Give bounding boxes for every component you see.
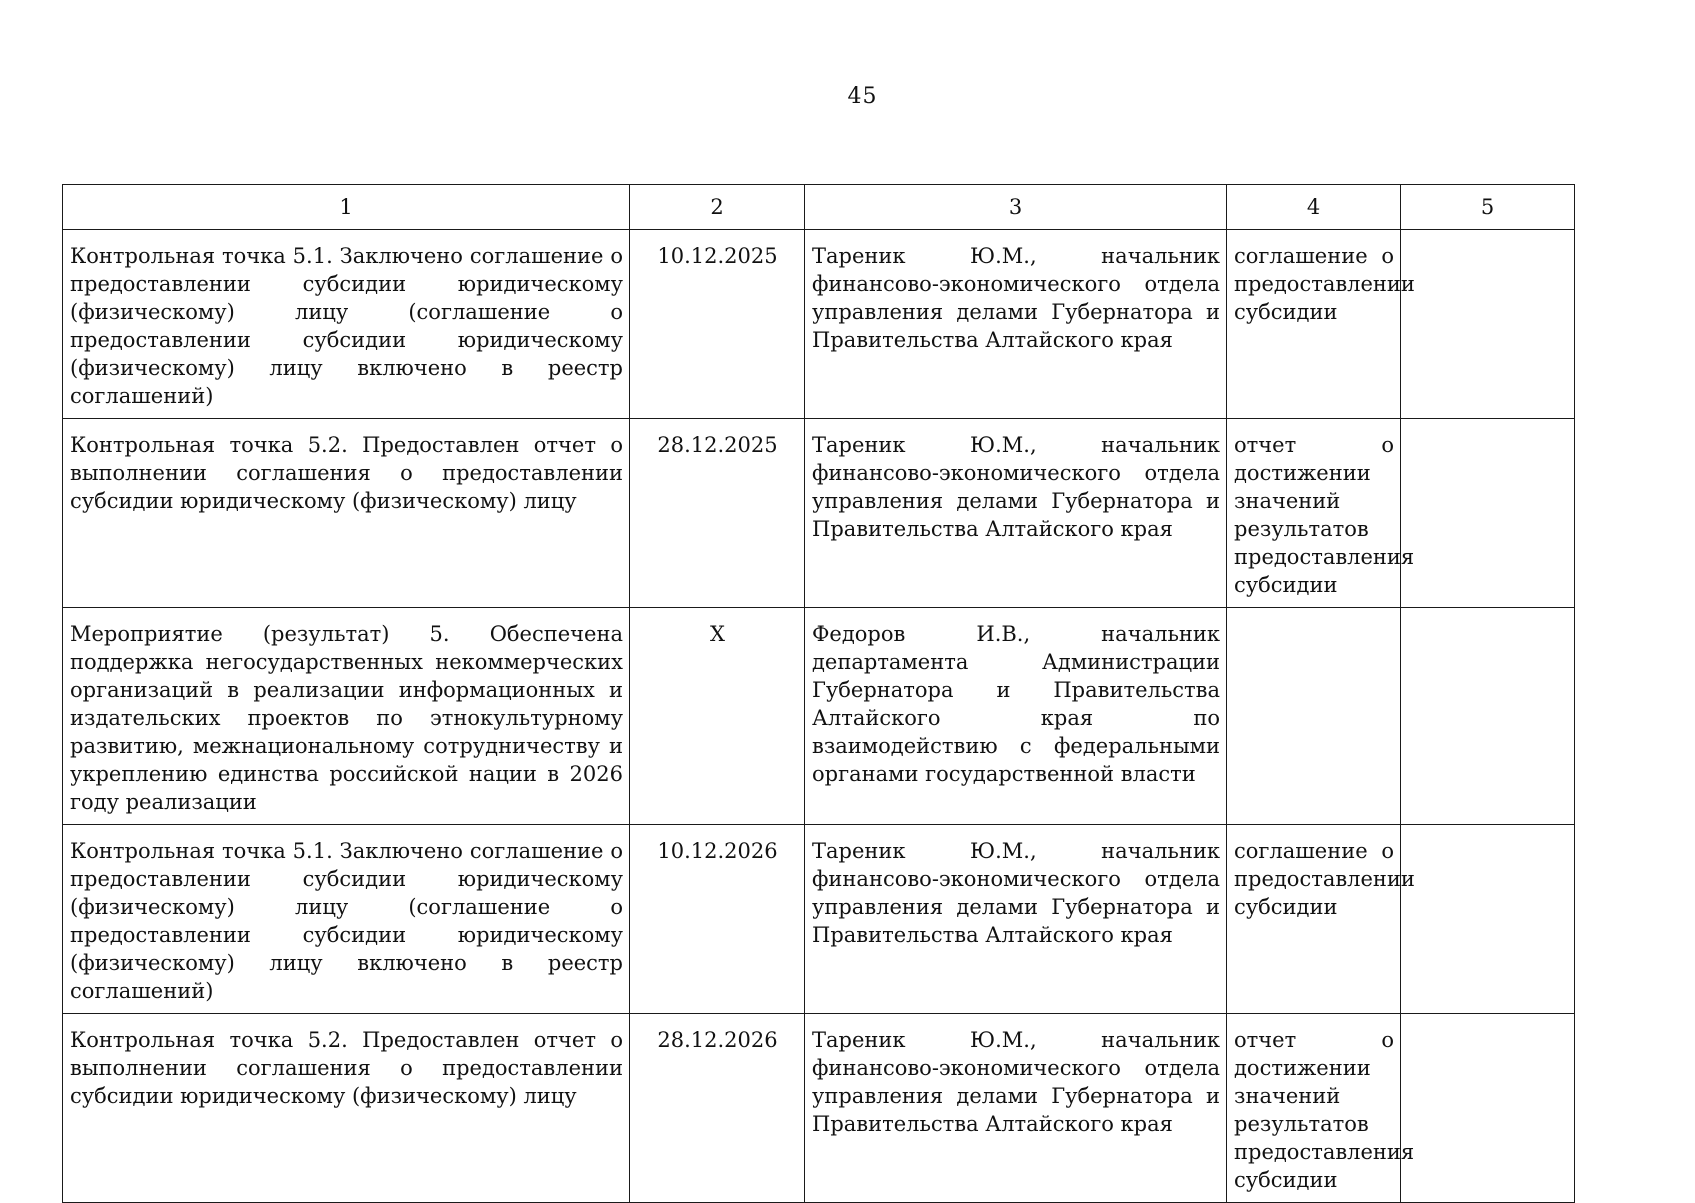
table-row	[63, 419, 1575, 608]
responsible-person: Тареник Ю.М., начальник финансово-экономического отдела управления делами Губернатора и Правительства Алтайского края	[805, 825, 1227, 1014]
table-row	[63, 825, 1575, 1014]
milestone-description: Контрольная точка 5.2. Предоставлен отчет о выполнении соглашения о предоставлении субсидии юридическому (физическому) лицу	[63, 1014, 630, 1203]
header-row	[63, 185, 1575, 230]
column-5-cell	[1401, 419, 1575, 608]
deadline-date: 28.12.2026	[630, 1014, 805, 1203]
header-col-5: 5	[1401, 185, 1575, 230]
schedule-table	[62, 184, 1575, 1203]
table-row	[63, 1014, 1575, 1203]
table-body	[63, 230, 1575, 1203]
milestone-description: Контрольная точка 5.1. Заключено соглашение о предоставлении субсидии юридическому (физическому) лицу (соглашение о предоставлении субсидии юридическому (физическому) лицу включено в реестр соглашений)	[63, 230, 630, 419]
responsible-person: Тареник Ю.М., начальник финансово-экономического отдела управления делами Губернатора и Правительства Алтайского края	[805, 419, 1227, 608]
deadline-date: 10.12.2026	[630, 825, 805, 1014]
schedule-table-container	[62, 184, 1574, 1203]
confirming-document	[1227, 608, 1401, 825]
column-5-cell	[1401, 608, 1575, 825]
confirming-document: отчет о достижении значений результатов предоставления субсидии	[1227, 419, 1401, 608]
confirming-document: отчет о достижении значений результатов предоставления субсидии	[1227, 1014, 1401, 1203]
deadline-date: 28.12.2025	[630, 419, 805, 608]
header-col-2: 2	[630, 185, 805, 230]
milestone-description: Контрольная точка 5.2. Предоставлен отчет о выполнении соглашения о предоставлении субсидии юридическому (физическому) лицу	[63, 419, 630, 608]
responsible-person: Тареник Ю.М., начальник финансово-экономического отдела управления делами Губернатора и Правительства Алтайского края	[805, 1014, 1227, 1203]
table-row	[63, 230, 1575, 419]
responsible-person: Федоров И.В., начальник департамента Администрации Губернатора и Правительства Алтайского края по взаимодействию с федеральными органами государственной власти	[805, 608, 1227, 825]
header-col-3: 3	[805, 185, 1227, 230]
confirming-document: соглашение о предоставлении субсидии	[1227, 230, 1401, 419]
column-5-cell	[1401, 230, 1575, 419]
table-row	[63, 608, 1575, 825]
page-number: 45	[847, 84, 878, 109]
table-header	[63, 185, 1575, 230]
confirming-document: соглашение о предоставлении субсидии	[1227, 825, 1401, 1014]
event-description: Мероприятие (результат) 5. Обеспечена поддержка негосударственных некоммерческих организаций в реализации информационных и издательских проектов по этнокультурному развитию, межнациональному сотрудничеству и укреплению единства российской нации в 2026 году реализации	[63, 608, 630, 825]
deadline-date: 10.12.2025	[630, 230, 805, 419]
milestone-description: Контрольная точка 5.1. Заключено соглашение о предоставлении субсидии юридическому (физическому) лицу (соглашение о предоставлении субсидии юридическому (физическому) лицу включено в реестр соглашений)	[63, 825, 630, 1014]
column-5-cell	[1401, 825, 1575, 1014]
responsible-person: Тареник Ю.М., начальник финансово-экономического отдела управления делами Губернатора и Правительства Алтайского края	[805, 230, 1227, 419]
header-col-1: 1	[63, 185, 630, 230]
column-5-cell	[1401, 1014, 1575, 1203]
deadline-date: X	[630, 608, 805, 825]
header-col-4: 4	[1227, 185, 1401, 230]
